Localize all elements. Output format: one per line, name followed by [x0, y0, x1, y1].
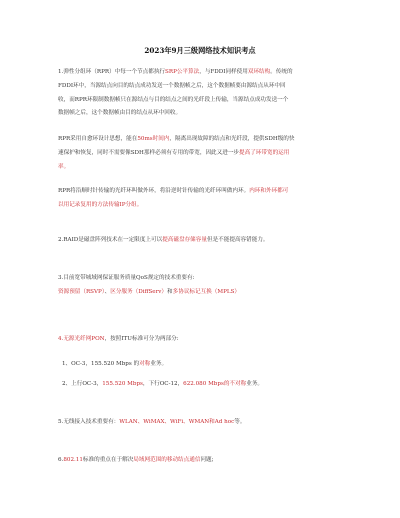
text-span: 问题;	[200, 457, 214, 463]
text-span: 和	[167, 288, 173, 295]
text-line: FDDI环中，当源结点向目的结点成功发送一个数据帧之后，这个数据帧要由源结点从环中回	[58, 82, 286, 89]
text-span: ，下行OC-12，	[142, 381, 184, 387]
highlight-text: 50ms时间内	[137, 136, 170, 142]
highlight-text: WLAN、WiMAX、WiFi、WMAN和Ad hoc	[119, 419, 235, 425]
text-span: 5.无线接入技术重要有：	[58, 419, 120, 425]
text-line	[62, 358, 352, 372]
text-span: 标准的重点在于解决	[82, 457, 134, 463]
highlight-text: 对称	[139, 361, 151, 367]
text-span: 2.RAID是磁盘阵列技术在一定限度上可以	[58, 237, 163, 243]
highlight-text: 资源预留（RSVP）	[58, 288, 105, 295]
text-line	[58, 147, 348, 161]
list-item-pon-2	[62, 378, 352, 392]
highlight-text: 局域网范围的移动结点通信	[133, 457, 201, 463]
text-line: 率。	[58, 163, 70, 170]
text-line	[58, 66, 348, 80]
highlight-text: 提高磁盘存储容量	[162, 237, 207, 243]
paragraph-rpr-intro	[58, 66, 348, 121]
text-span: 1、OC-3，155.520 Mbps 的	[62, 361, 140, 367]
text-span: 业务。	[246, 381, 264, 387]
highlight-text: 双环结构	[247, 69, 271, 75]
text-span: 速保护和恢复，同时不需要像SDH那样必须有专用的带宽，因此又进一步	[58, 149, 240, 156]
text-line	[58, 234, 348, 248]
highlight-text: 155.520 Mbps	[102, 381, 143, 387]
text-line: 3.目前宽带城域网保证服务质量QoS规定的技术重要有:	[58, 275, 195, 281]
paragraph-80211	[58, 454, 348, 468]
text-span: 但是不能提高容错能力。	[206, 237, 269, 243]
paragraph-rpr-selfheal	[58, 133, 348, 174]
text-line	[58, 454, 348, 468]
highlight-text: 802.11	[63, 457, 83, 463]
document-title: 2023年9月三级网络技术知识考点	[144, 46, 256, 55]
text-span: ，隔离出现故障的结点和光纤段，提供SDH级的快	[169, 136, 295, 142]
text-span: 1.弹性分组环（RPR）中每一个节点都执行	[58, 69, 166, 75]
list-item-pon-1	[62, 358, 352, 372]
highlight-text: 内环和外环都可	[249, 188, 289, 194]
text-line	[58, 286, 348, 300]
text-line: 以用记录复用的方法传输IP分组。	[58, 201, 143, 208]
paragraph-wireless	[58, 416, 348, 430]
text-line: 数据帧之后，这个数据帧由目的结点从环中回收。	[58, 110, 182, 117]
text-span: ，按照ITU标准可分为两部分:	[104, 336, 179, 342]
text-line	[58, 416, 348, 430]
highlight-text: 4.无源光纤网PON	[58, 336, 105, 342]
text-line: 收，而RPR环限制数据帧只在源结点与目的结点之间的光纤段上传输，当源结点成功发送一个	[58, 96, 289, 103]
text-line	[58, 133, 348, 147]
paragraph-qos	[58, 272, 348, 300]
text-line	[58, 333, 348, 347]
highlight-text: 多协议标记互换（MPLS）	[172, 288, 241, 295]
text-span: 等。	[234, 419, 246, 425]
paragraph-pon	[58, 333, 348, 347]
text-span: 2、上行OC-3，	[62, 381, 103, 387]
highlight-text: 提高了环带宽的运用	[239, 149, 290, 156]
text-span: RPR将沿顺时针传输的光纤环叫做外环，将沿逆时针传输的光纤环叫做内环。	[58, 188, 250, 194]
text-span: 6.	[58, 457, 64, 463]
text-line	[62, 378, 352, 392]
highlight-text: 区分服务（DiffServ）	[110, 288, 168, 295]
text-span: RPR采用自愈环设计思想，能在	[58, 136, 138, 142]
text-span: ，与FDDI同样使用	[199, 69, 248, 75]
text-span: 、	[104, 288, 111, 295]
text-span: 。传统的	[270, 69, 293, 75]
paragraph-rpr-rings	[58, 185, 348, 213]
highlight-text: 622.080 Mbps的不对称	[183, 381, 247, 387]
paragraph-raid	[58, 234, 348, 248]
text-span: 业务。	[150, 361, 168, 367]
highlight-text: SRP公平算法	[165, 69, 200, 75]
text-line	[58, 185, 348, 199]
